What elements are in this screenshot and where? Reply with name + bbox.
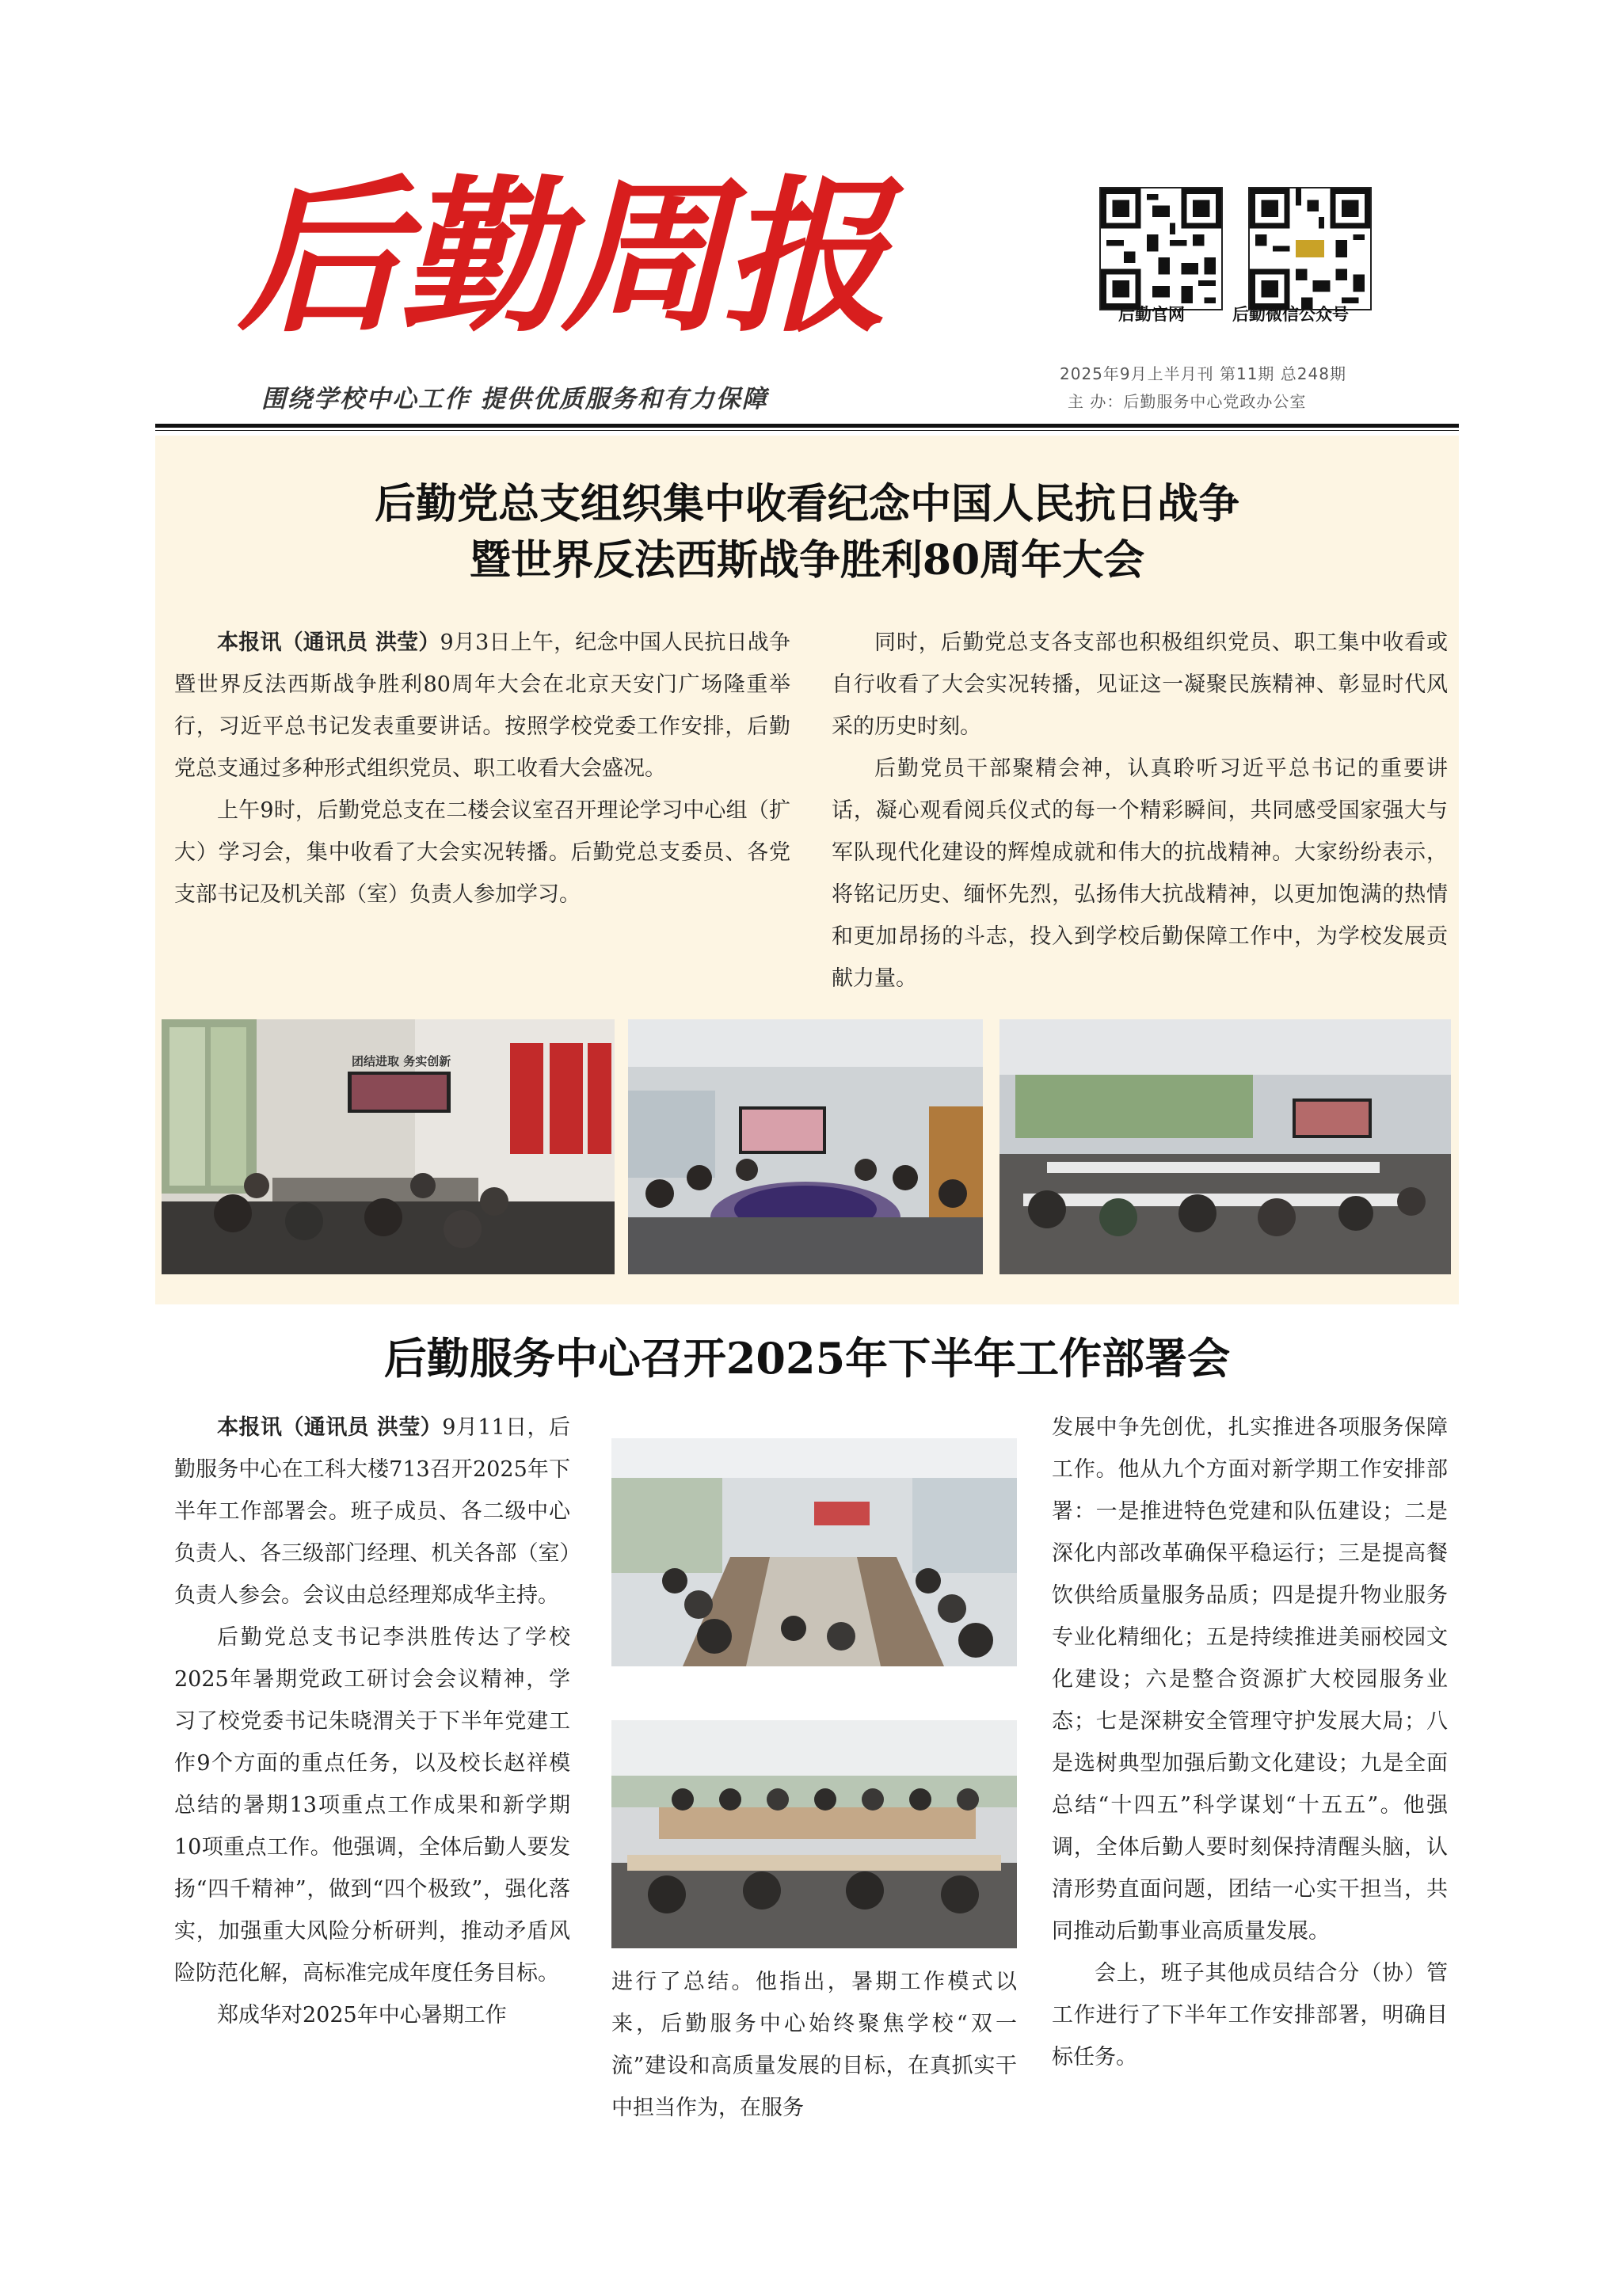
article1-title-line1: 后勤党总支组织集中收看纪念中国人民抗日战争 <box>374 480 1239 528</box>
issue-info: 2025年9月上半月刊 第11期 总248期 <box>1060 364 1346 383</box>
article2-lead: 本报讯（通讯员 洪莹） <box>217 1415 443 1440</box>
article1-photo-meeting-room <box>162 1019 615 1274</box>
article2-title: 后勤服务中心召开2025年下半年工作部署会 <box>383 1333 1231 1384</box>
article1-p3: 同时，后勤党总支各支部也积极组织党员、职工集中收看或自行收看了大会实况转播，见证这一凝聚民族精神、彰显时代风采的历史时刻。 <box>832 630 1448 739</box>
masthead-slogan: 围绕学校中心工作 提供优质服务和有力保障 <box>261 385 768 413</box>
qr-code-wechat-icon[interactable] <box>1248 187 1372 310</box>
masthead-rule-thin <box>155 430 1459 431</box>
article1-lead: 本报讯（通讯员 洪莹） <box>217 630 440 655</box>
masthead-logo <box>238 158 919 356</box>
article1-photo-conference <box>628 1019 983 1274</box>
article1-p4: 后勤党员干部聚精会神，认真聆听习近平总书记的重要讲话，凝心观看阅兵仪式的每一个精彩瞬间，共同感受国家强大与军队现代化建设的辉煌成就和伟大的抗战精神。大家纷纷表示，将铭记历史、缅怀先烈，弘扬伟大抗战精神，以更加饱满的热情和更加昂扬的斗志，投入到学校后勤保障工作中，为学校发展贡献力量。 <box>832 756 1448 991</box>
article1-p1: 9月3日上午，纪念中国人民抗日战争暨世界反法西斯战争胜利80周年大会在北京天安门广场隆重举行，习近平总书记发表重要讲话。按照学校党委工作安排，后勤党总支通过多种形式组织党员、职工收看大会盛况。 <box>174 630 791 781</box>
article2-photo-meeting-2 <box>611 1720 1017 1948</box>
article2-col-middle <box>611 1961 1017 2129</box>
article1-col-right <box>832 622 1448 1000</box>
photo-banner-text: 团结进取 务实创新 <box>352 1054 451 1068</box>
qr-code-website-icon[interactable] <box>1099 187 1223 310</box>
article2-photo-meeting-1 <box>611 1438 1017 1666</box>
article2-col-right <box>1052 1407 1448 2078</box>
article2-right: 发展中争先创优，扎实推进各项服务保障工作。他从九个方面对新学期工作安排部署：一是推进特色党建和队伍建设；二是深化内部改革确保平稳运行；三是提高餐饮供给质量服务品质；四是提升物业服务专业化精细化；五是持续推进美丽校园文化建设；六是整合资源扩大校园服务业态；七是深耕安全管理守护发展大局；八是选树典型加强后勤文化建设；九是全面总结“十四五”科学谋划“十五五”。他强调，全体后勤人要时刻保持清醒头脑，认清形势直面问题，团结一心实干担当，共同推动后勤事业高质量发展。 <box>1052 1415 1448 1944</box>
article1-title-line2: 暨世界反法西斯战争胜利80周年大会 <box>469 536 1145 584</box>
article1-col-left <box>174 622 790 916</box>
article1-photo-classroom <box>999 1019 1451 1274</box>
masthead-title: 后勤周报 <box>238 159 885 355</box>
article2-p2: 后勤党总支书记李洪胜传达了学校2025年暑期党政工研讨会会议精神，学习了校党委书记朱晓渭关于下半年党建工作9个方面的重点任务，以及校长赵祥模总结的暑期13项重点工作成果和新学期10项重点工作。他强调，全体后勤人要发扬“四千精神”，做到“四个极致”，强化落实，加强重大风险分析研判，推动矛盾风险防范化解，高标准完成年度任务目标。 <box>174 1625 570 1986</box>
article2-p1: 9月11日，后勤服务中心在工科大楼713召开2025年下半年工作部署会。班子成员、各二级中心负责人、各三级部门经理、机关各部（室）负责人参会。会议由总经理郑成华主持。 <box>174 1415 570 1608</box>
publisher-info: 主 办：后勤服务中心党政办公室 <box>1068 392 1307 411</box>
article1-p2: 上午9时，后勤党总支在二楼会议室召开理论学习中心组（扩大）学习会，集中收看了大会实况转播。后勤党总支委员、各党支部书记及机关部（室）负责人参加学习。 <box>174 798 790 907</box>
qr-label-website: 后勤官网 <box>1118 305 1185 324</box>
masthead-rule <box>155 424 1459 428</box>
article2-last: 会上，班子其他成员结合分（协）管工作进行了下半年工作安排部署，明确目标任务。 <box>1052 1961 1448 2069</box>
article2-p3-start: 郑成华对2025年中心暑期工作 <box>217 2003 507 2028</box>
article2-mid: 进行了总结。他指出，暑期工作模式以来，后勤服务中心始终聚焦学校“双一流”建设和高质量发展的目标，在真抓实干中担当作为，在服务 <box>611 1970 1017 2120</box>
article2-col-left <box>174 1407 570 2036</box>
qr-label-wechat: 后勤微信公众号 <box>1232 305 1349 324</box>
